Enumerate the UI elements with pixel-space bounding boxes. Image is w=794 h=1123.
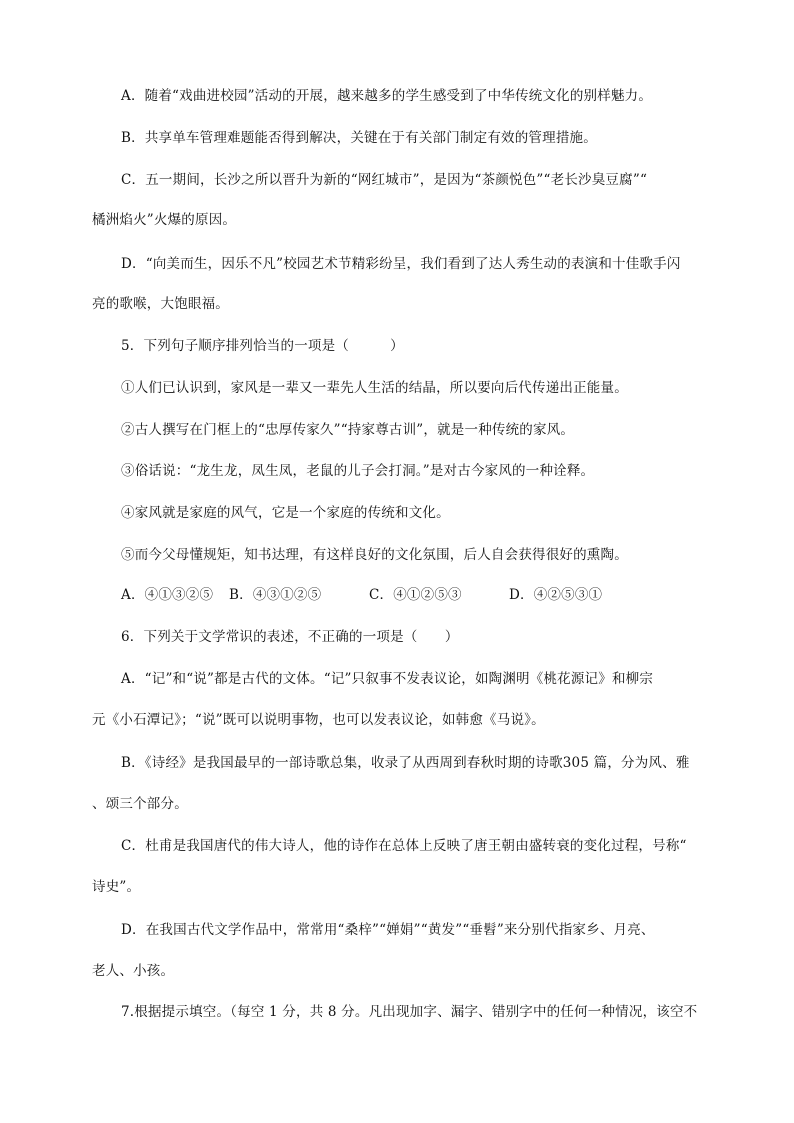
q5-sentence-4: ④家风就是家庭的风气，它是一个家庭的传统和文化。 — [121, 505, 450, 521]
q5-sentence-3: ③俗话说：“龙生龙，凤生凤，老鼠的儿子会打洞。”是对古今家风的一种诠释。 — [121, 463, 595, 479]
q6-option-c: C．杜甫是我国唐代的伟大诗人，他的诗作在总体上反映了唐王朝由盛转衰的变化过程，号称“ — [121, 838, 687, 854]
q4-option-c: C．五一期间，长沙之所以晋升为新的“网红城市”，是因为“茶颜悦色”“老长沙臭豆腐”“ — [121, 172, 648, 188]
q5-option-c: C．④①②⑤③ — [369, 587, 462, 603]
q5-sentence-1: ①人们已认识到，家风是一辈又一辈先人生活的结晶，所以要向后代传递出正能量。 — [121, 380, 628, 396]
q5-option-a: A．④①③②⑤ — [121, 587, 214, 603]
question-5-stem: 5．下列句子顺序排列恰当的一项是（ ） — [121, 338, 404, 354]
q5-sentence-2: ②古人撰写在门框上的“忠厚传家久”“持家尊古训”，就是一种传统的家风。 — [121, 422, 575, 438]
q4-option-a: A．随着“戏曲进校园”活动的开展，越来越多的学生感受到了中华传统文化的别样魅力。 — [121, 88, 653, 104]
q4-option-c-cont: 橘洲焰火”火爆的原因。 — [92, 212, 237, 228]
q6-option-b: B．《诗经》是我国最早的一部诗歌总集，收录了从西周到春秋时期的诗歌305 篇，分为风、雅 — [121, 755, 690, 771]
q6-option-d-cont: 老人、小孩。 — [92, 963, 175, 979]
q6-option-a: A．“记”和“说”都是古代的文体。“记”只叙事不发表议论，如陶渊明《桃花源记》和柳宗 — [121, 671, 654, 687]
q4-option-d-cont: 亮的歌喉，大饱眼福。 — [92, 296, 229, 312]
q4-option-d: D．“向美而生，因乐不凡”校园艺术节精彩纷呈，我们看到了达人秀生动的表演和十佳歌手闪 — [121, 256, 681, 272]
q4-option-b: B．共享单车管理难题能否得到解决，关键在于有关部门制定有效的管理措施。 — [121, 130, 597, 146]
question-7-stem: 7.根据提示填空。（每空 1 分，共 8 分。凡出现加字、漏字、错别字中的任何一种情况，该空不 — [121, 1004, 698, 1020]
q5-sentence-5: ⑤而今父母懂规矩，知书达理，有这样良好的文化氛围，后人自会获得很好的熏陶。 — [121, 547, 628, 563]
question-6-stem: 6．下列关于文学常识的表述，不正确的一项是（ ） — [121, 629, 459, 645]
q6-option-a-cont: 元《小石潭记》；“说”既可以说明事物，也可以发表议论，如韩愈《马说》。 — [92, 712, 545, 728]
q5-options — [0, 585, 794, 605]
q6-option-d: D．在我国古代文学作品中，常常用“桑梓”“婵娟”“黄发”“垂髫”来分别代指家乡、月亮、 — [121, 922, 655, 938]
q5-option-b: B．④③①②⑤ — [229, 587, 322, 603]
q6-option-c-cont: 诗史”。 — [92, 879, 141, 895]
q6-option-b-cont: 、颂三个部分。 — [92, 796, 188, 812]
q5-option-d: D．④②⑤③① — [509, 587, 603, 603]
